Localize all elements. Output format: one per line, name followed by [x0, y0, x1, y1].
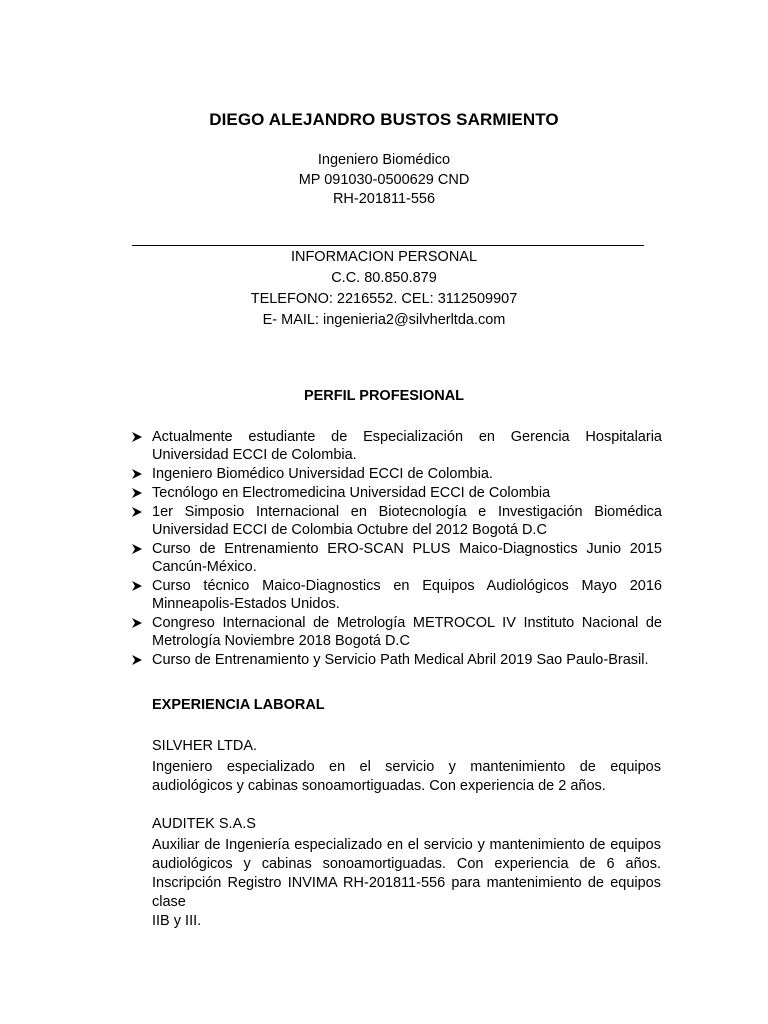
- arrowhead-bullet-icon: [132, 507, 142, 517]
- list-item: Curso de Entrenamiento ERO-SCAN PLUS Maico-Diagnostics Junio 2015 Cancún-México.: [132, 540, 662, 576]
- candidate-title: Ingeniero Biomédico: [317, 152, 451, 168]
- list-item: Actualmente estudiante de Especialización en Gerencia Hospitalaria Universidad ECCI de Colombia.: [132, 428, 662, 464]
- job-company: SILVHER LTDA.: [152, 738, 258, 754]
- list-item: Curso de Entrenamiento y Servicio Path Medical Abril 2019 Sao Paulo-Brasil.: [132, 651, 662, 669]
- experiencia-heading: EXPERIENCIA LABORAL: [152, 697, 325, 713]
- job-description: [152, 836, 661, 931]
- arrowhead-bullet-icon: [132, 432, 142, 442]
- arrowhead-bullet-icon: [132, 488, 142, 498]
- perfil-heading: PERFIL PROFESIONAL: [303, 388, 465, 404]
- arrowhead-bullet-icon: [132, 544, 142, 554]
- list-item: 1er Simposio Internacional en Biotecnología e Investigación Biomédica Universidad ECCI de Colombia Octubre del 2012 Bogotá D.C: [132, 503, 662, 539]
- personal-cc: C.C. 80.850.879: [331, 270, 437, 286]
- section-divider: [132, 245, 644, 246]
- personal-email: E- MAIL: ingenieria2@silvherltda.com: [262, 312, 506, 328]
- list-item: Tecnólogo en Electromedicina Universidad ECCI de Colombia: [132, 484, 662, 502]
- job-company: AUDITEK S.A.S: [152, 816, 256, 832]
- job-description: Ingeniero especializado en el servicio y mantenimiento de equipos audiológicos y cabinas sonoamortiguadas. Con experiencia de 2 años.: [152, 759, 661, 794]
- candidate-mp: MP 091030-0500629 CND: [298, 172, 470, 188]
- arrowhead-bullet-icon: [132, 618, 142, 628]
- perfil-list: [132, 428, 662, 670]
- candidate-name: DIEGO ALEJANDRO BUSTOS SARMIENTO: [209, 110, 559, 129]
- list-item: Curso técnico Maico-Diagnostics en Equipos Audiológicos Mayo 2016 Minneapolis-Estados Unidos.: [132, 577, 662, 613]
- personal-info-heading: INFORMACION PERSONAL: [290, 249, 478, 265]
- personal-phone: TELEFONO: 2216552. CEL: 3112509907: [250, 291, 518, 307]
- arrowhead-bullet-icon: [132, 655, 142, 665]
- job-description-tail: IIB y III.: [152, 913, 202, 929]
- candidate-rh: RH-201811-556: [332, 191, 436, 207]
- job-description-text: Auxiliar de Ingeniería especializado en el servicio y mantenimiento de equipos audiológicos y cabinas sonoamortiguadas. Con experiencia de 6 años. Inscripción Registro INVIMA RH-201811-556 para mantenimiento de equipos clase: [152, 837, 661, 910]
- list-item: Ingeniero Biomédico Universidad ECCI de Colombia.: [132, 465, 662, 483]
- arrowhead-bullet-icon: [132, 581, 142, 591]
- arrowhead-bullet-icon: [132, 469, 142, 479]
- list-item: Congreso Internacional de Metrología METROCOL IV Instituto Nacional de Metrología Noviembre 2018 Bogotá D.C: [132, 614, 662, 650]
